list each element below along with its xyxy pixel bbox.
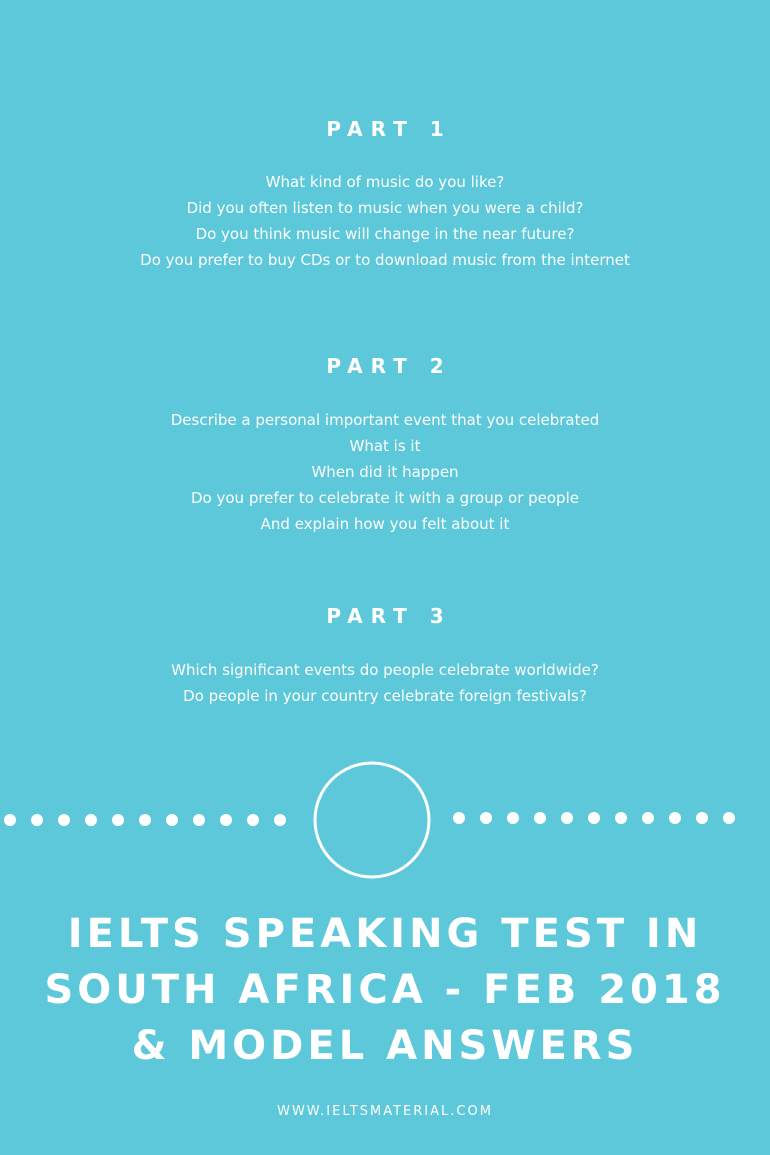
website-url: WWW.IELTSMATERIAL.COM [277, 1104, 493, 1119]
part-3-section [0, 604, 770, 709]
question-item: What is it [349, 437, 421, 455]
question-item: Do you prefer to buy CDs or to download music from the internet [140, 251, 630, 269]
title-line: IELTS SPEAKING TEST IN [67, 911, 703, 957]
question-item: Do you prefer to celebrate it with a group or people [191, 489, 579, 507]
ring-icon [315, 763, 429, 877]
question-item: Describe a personal important event that you celebrated [170, 411, 600, 429]
right-dots [453, 812, 735, 824]
left-dots [4, 814, 286, 826]
part-1-questions [0, 169, 770, 273]
page-title [0, 906, 770, 1074]
question-item: Do you think music will change in the near future? [195, 225, 575, 243]
part-3-questions [0, 657, 770, 709]
dotted-divider-with-circle [0, 760, 770, 880]
part-2-section [0, 354, 770, 537]
question-item: When did it happen [311, 463, 459, 481]
question-item: Do people in your country celebrate foreign festivals? [183, 687, 587, 705]
question-item: What kind of music do you like? [265, 173, 505, 191]
part-2-questions [0, 407, 770, 537]
title-line: & MODEL ANSWERS [131, 1023, 639, 1069]
question-item: Which significant events do people celebrate worldwide? [171, 661, 599, 679]
question-item: Did you often listen to music when you were a child? [186, 199, 584, 217]
part-3-heading: PART 3 [326, 604, 452, 628]
title-line: SOUTH AFRICA - FEB 2018 [44, 967, 726, 1013]
part-1-heading: PART 1 [326, 117, 452, 141]
part-2-heading: PART 2 [326, 354, 452, 378]
question-item: And explain how you felt about it [260, 515, 510, 533]
part-1-section [0, 117, 770, 273]
